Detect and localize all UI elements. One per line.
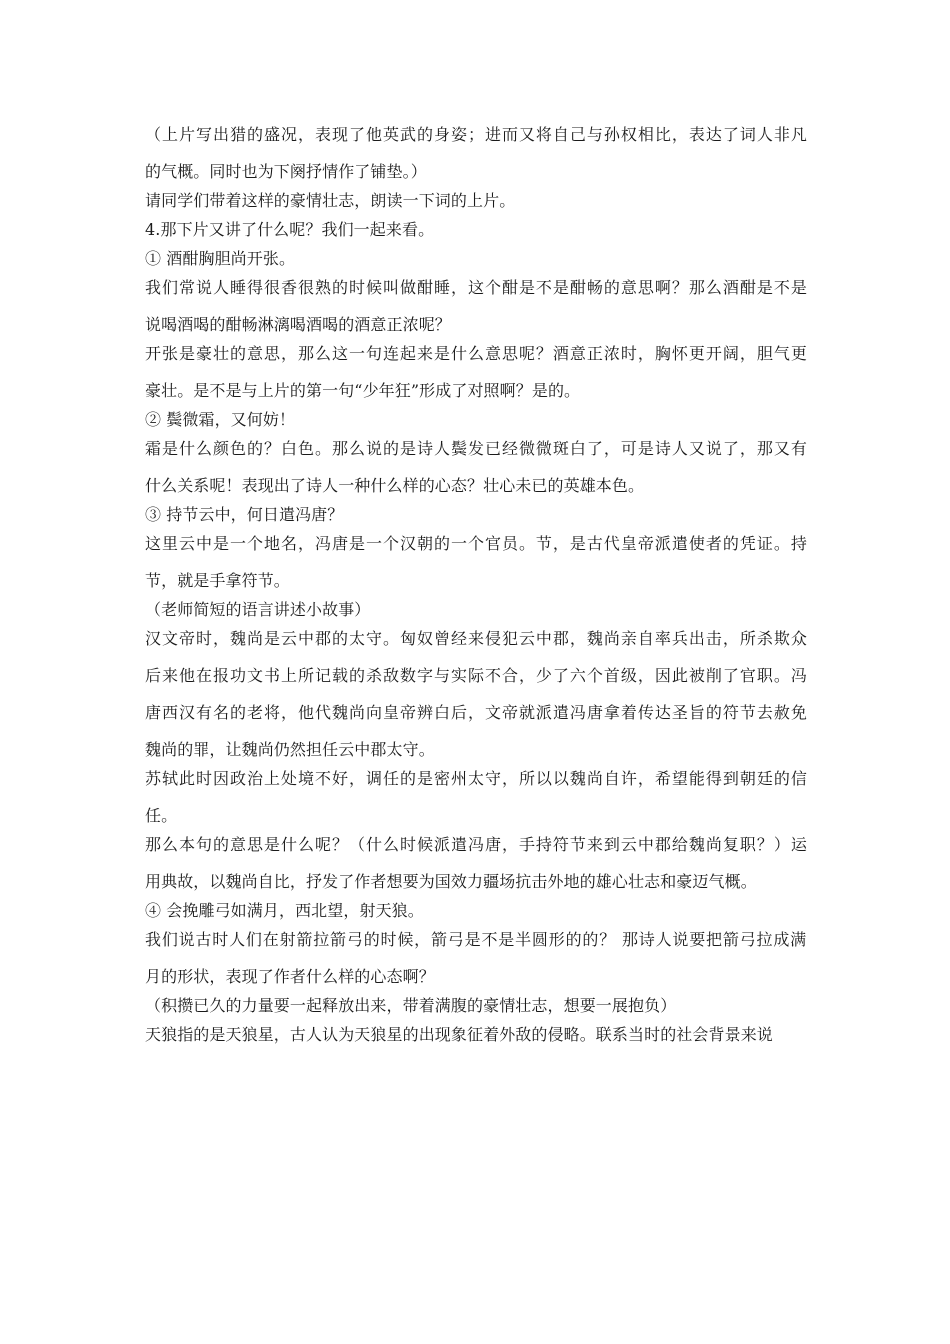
text-line: ① 酒酣胸胆尚开张。 [145, 249, 296, 268]
text-line: 那么本句的意思是什么呢？（什么时候派遣冯唐，手持符节来到云中郡给魏尚复职？）运 [145, 835, 808, 854]
text-line: 4.那下片又讲了什么呢？我们一起来看。 [145, 220, 435, 239]
text-line: 开张是豪壮的意思，那么这一句连起来是什么意思呢？酒意正浓时，胸怀更开阔，胆气更 [145, 344, 808, 363]
text-line: （积攒已久的力量要一起释放出来，带着满腹的豪情壮志，想要一展抱负） [145, 996, 677, 1015]
text-line: 我们说古时人们在射箭拉箭弓的时候，箭弓是不是半圆形的的？ 那诗人说要把箭弓拉成满 [145, 930, 807, 949]
text-line: 这里云中是一个地名，冯唐是一个汉朝的一个官员。节，是古代皇帝派遣使者的凭证。持 [145, 534, 808, 553]
text-line: （老师简短的语言讲述小故事） [145, 600, 371, 619]
text-line: 月的形状，表现了作者什么样的心态啊？ [145, 967, 435, 986]
text-line: 说喝酒喝的酣畅淋漓喝酒喝的酒意正浓呢？ [145, 315, 451, 334]
text-line: 的气概。同时也为下阕抒情作了铺垫。） [145, 162, 427, 181]
text-line: ④ 会挽雕弓如满月，西北望，射天狼。 [145, 901, 424, 920]
text-line: 天狼指的是天狼星，古人认为天狼星的出现象征着外敌的侵略。联系当时的社会背景来说 [145, 1025, 773, 1044]
text-line: 唐西汉有名的老将，他代魏尚向皇帝辨白后，文帝就派遣冯唐拿着传达圣旨的符节去赦免 [145, 703, 808, 722]
text-line: （上片写出猎的盛况，表现了他英武的身姿；进而又将自己与孙权相比，表达了词人非凡 [145, 125, 808, 144]
text-line: 霜是什么颜色的？白色。那么说的是诗人鬓发已经微微斑白了，可是诗人又说了，那又有 [145, 439, 808, 458]
text-line: 豪壮。是不是与上片的第一句“少年狂”形成了对照啊？是的。 [145, 381, 581, 400]
text-line: 用典故，以魏尚自比，抒发了作者想要为国效力疆场抗击外地的雄心壮志和豪迈气概。 [145, 872, 757, 891]
text-line: 苏轼此时因政治上处境不好，调任的是密州太守，所以以魏尚自许，希望能得到朝廷的信 [145, 769, 808, 788]
text-line: ② 鬓微霜，又何妨！ [145, 410, 296, 429]
text-line: 什么关系呢！表现出了诗人一种什么样的心态？壮心未已的英雄本色。 [145, 476, 645, 495]
text-line: 任。 [145, 806, 178, 825]
text-line: 魏尚的罪，让魏尚仍然担任云中郡太守。 [145, 740, 435, 759]
text-line: 请同学们带着这样的豪情壮志，朗读一下词的上片。 [145, 191, 516, 210]
text-line: 后来他在报功文书上所记载的杀敌数字与实际不合，少了六个首级，因此被削了官职。冯 [145, 666, 808, 685]
text-line: ③ 持节云中，何日遣冯唐？ [145, 505, 344, 524]
text-line: 我们常说人睡得很香很熟的时候叫做酣睡，这个酣是不是酣畅的意思啊？那么酒酣是不是 [145, 278, 808, 297]
text-line: 汉文帝时，魏尚是云中郡的太守。匈奴曾经来侵犯云中郡，魏尚亲自率兵出击，所杀欺众 [145, 629, 808, 648]
text-line: 节，就是手拿符节。 [145, 571, 290, 590]
